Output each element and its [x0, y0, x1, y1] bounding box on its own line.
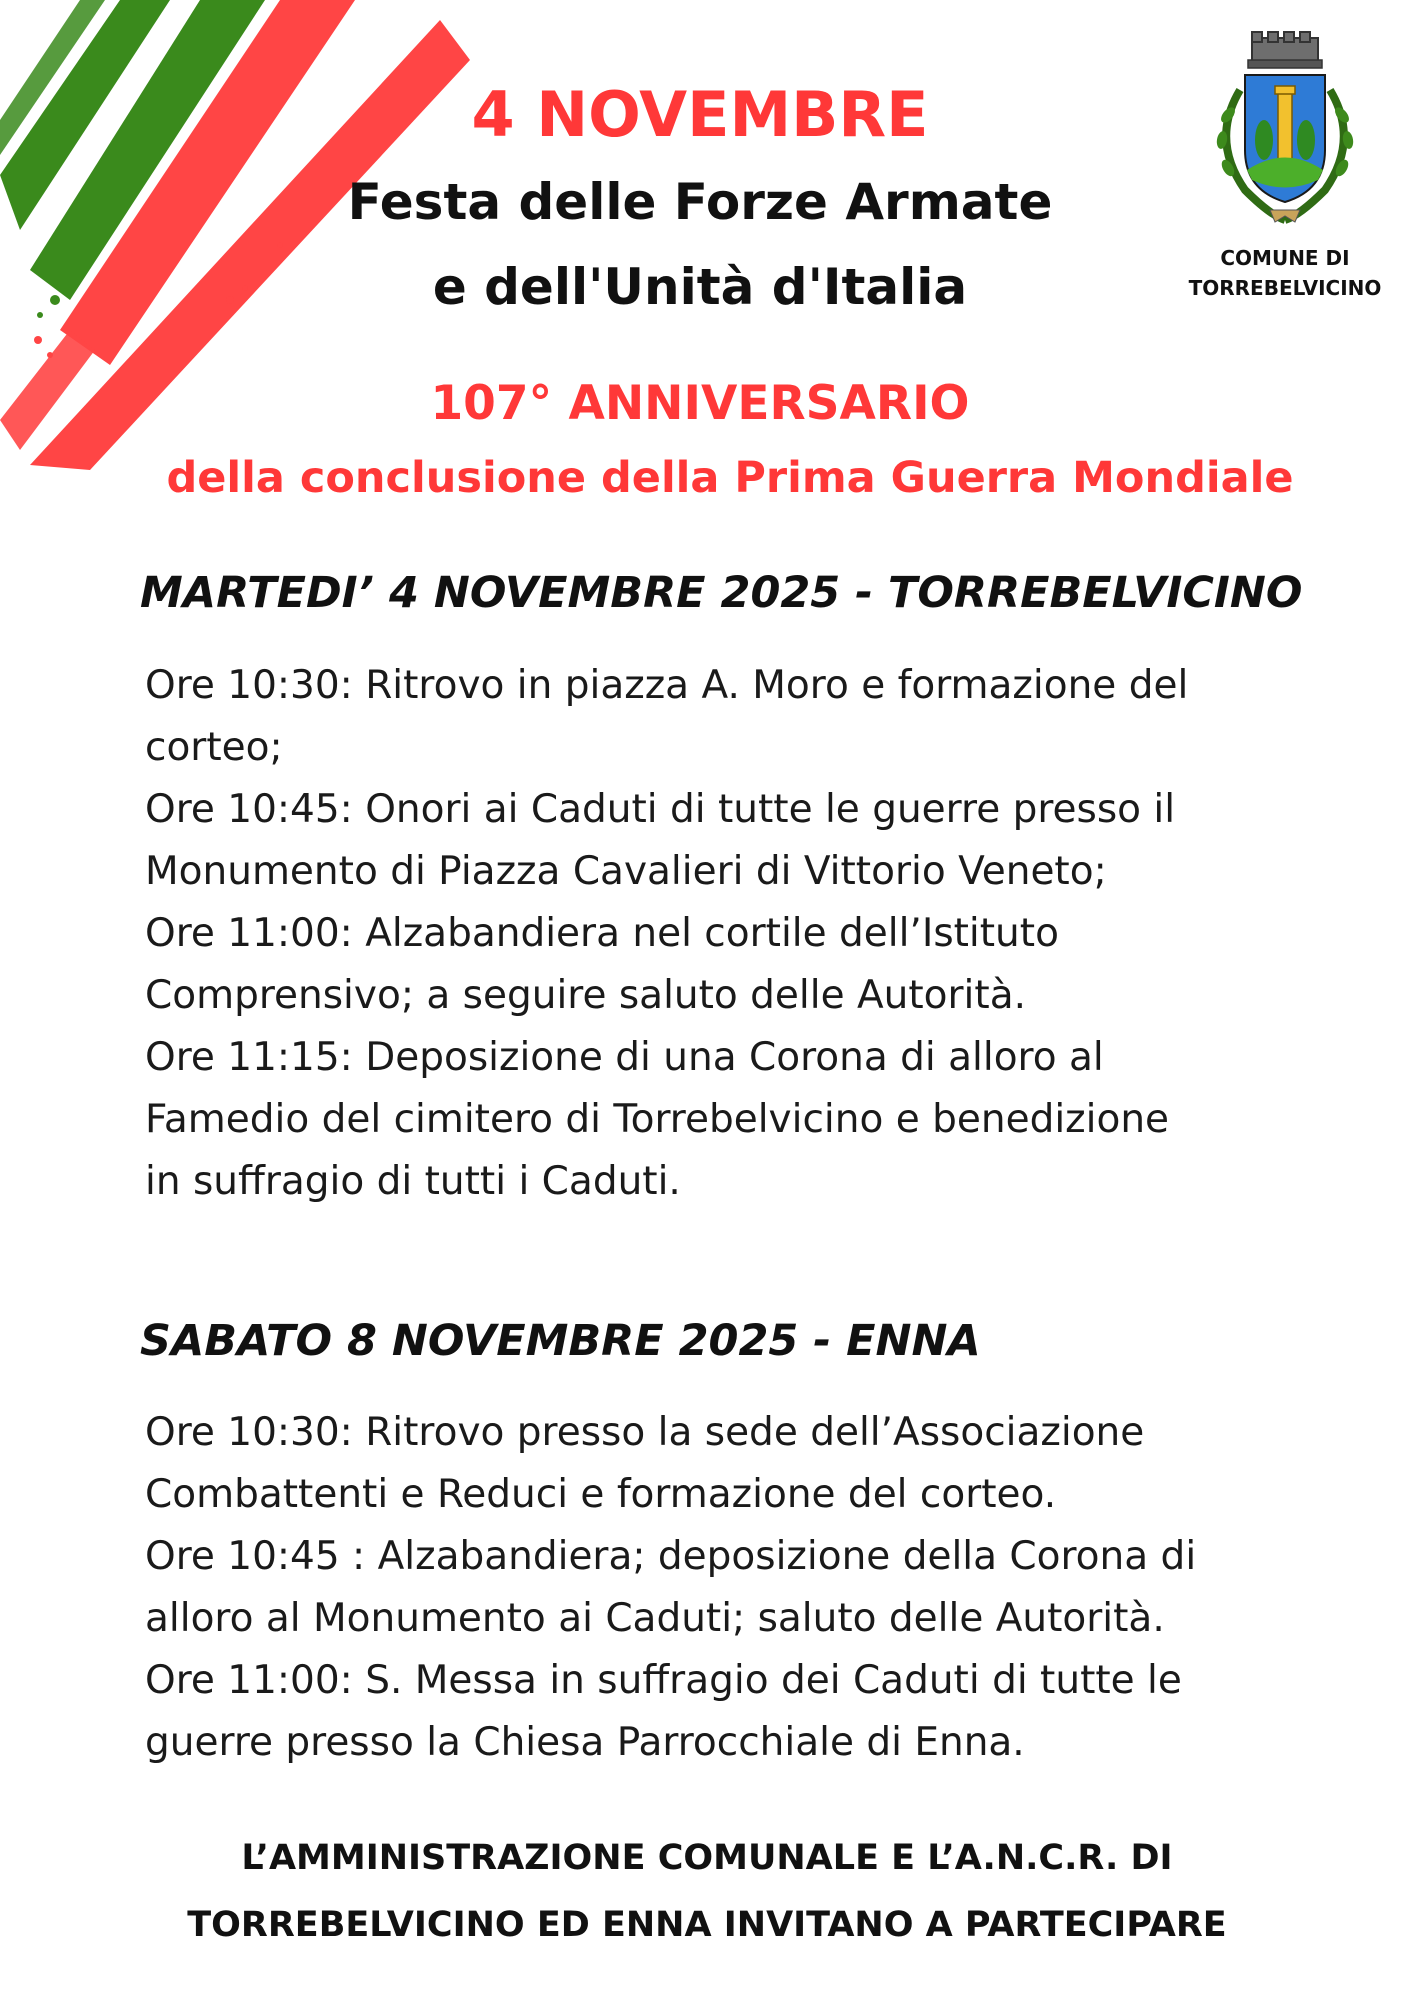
- schedule-line: Famedio del cimitero di Torrebelvicino e benedizione: [145, 1097, 1170, 1142]
- municipal-crest-icon: [1200, 30, 1370, 230]
- schedule-line: corteo;: [145, 725, 283, 770]
- schedule-line: alloro al Monumento ai Caduti; saluto delle Autorità.: [145, 1596, 1165, 1641]
- event-heading-torrebelvicino: MARTEDI’ 4 NOVEMBRE 2025 - TORREBELVICINO: [140, 568, 1303, 618]
- event-schedule-torrebelvicino: [145, 655, 1345, 1213]
- crest-label-line-1: COMUNE DI: [1220, 246, 1350, 270]
- event-schedule-enna: [145, 1402, 1345, 1774]
- schedule-line: Ore 10:45 : Alzabandiera; deposizione della Corona di: [145, 1534, 1197, 1579]
- crest-label-line-2: TORREBELVICINO: [1188, 276, 1382, 300]
- footer-invitation-line-1: L’AMMINISTRAZIONE COMUNALE E L’A.N.C.R. DI: [241, 1838, 1173, 1878]
- schedule-line: in suffragio di tutti i Caduti.: [145, 1159, 681, 1204]
- schedule-line: Ore 11:00: S. Messa in suffragio dei Caduti di tutte le: [145, 1658, 1182, 1703]
- schedule-line: Monumento di Piazza Cavalieri di Vittorio Veneto;: [145, 849, 1107, 894]
- schedule-line: Ore 10:30: Ritrovo presso la sede dell’Associazione: [145, 1410, 1145, 1455]
- schedule-line: Combattenti e Reduci e formazione del corteo.: [145, 1472, 1057, 1517]
- footer-invitation-line-2: TORREBELVICINO ED ENNA INVITANO A PARTECIPARE: [187, 1905, 1227, 1945]
- event-heading-enna: SABATO 8 NOVEMBRE 2025 - ENNA: [140, 1316, 981, 1366]
- schedule-line: Ore 11:00: Alzabandiera nel cortile dell’Istituto: [145, 911, 1059, 956]
- schedule-line: Ore 10:45: Onori ai Caduti di tutte le guerre presso il: [145, 787, 1176, 832]
- crest-label: [1150, 243, 1414, 303]
- subtitle-line-1: Festa delle Forze Armate: [347, 173, 1053, 231]
- subtitle-line-2: e dell'Unità d'Italia: [432, 258, 968, 316]
- schedule-line: Ore 10:30: Ritrovo in piazza A. Moro e formazione del: [145, 663, 1189, 708]
- schedule-line: Comprensivo; a seguire saluto delle Autorità.: [145, 973, 1026, 1018]
- schedule-line: guerre presso la Chiesa Parrocchiale di Enna.: [145, 1720, 1025, 1765]
- page-title: 4 NOVEMBRE: [471, 78, 929, 151]
- anniversary-title: 107° ANNIVERSARIO: [430, 376, 970, 431]
- schedule-line: Ore 11:15: Deposizione di una Corona di alloro al: [145, 1035, 1104, 1080]
- anniversary-subtitle: della conclusione della Prima Guerra Mondiale: [166, 453, 1294, 503]
